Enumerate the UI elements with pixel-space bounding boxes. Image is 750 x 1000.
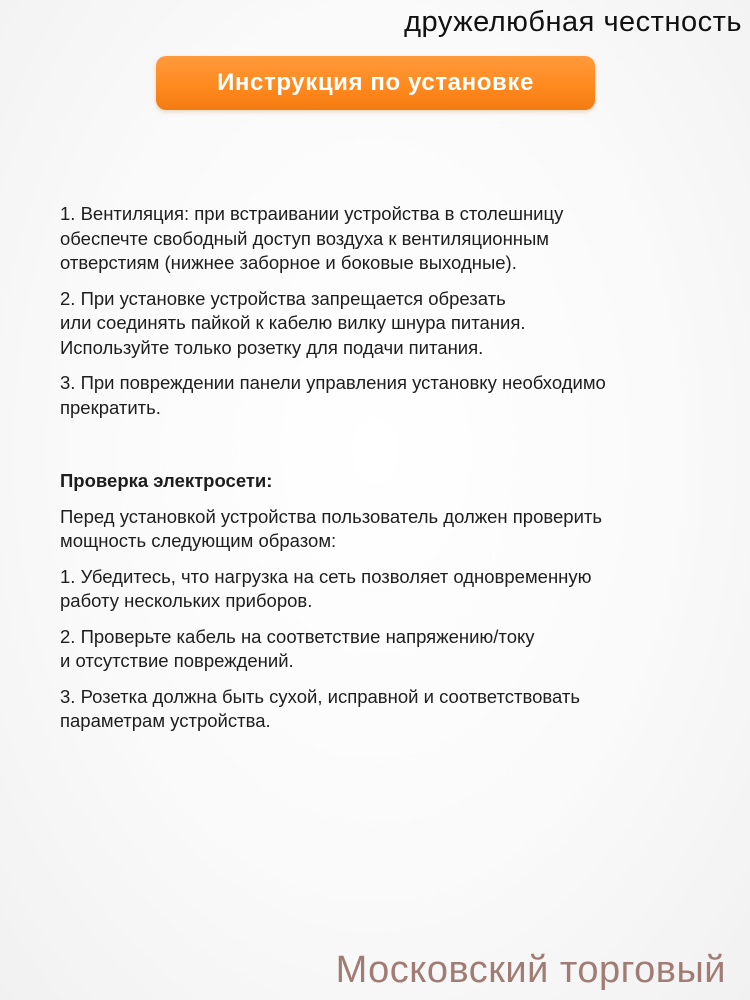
text-line: и отсутствие повреждений.: [60, 650, 294, 671]
text-line: 2. Проверьте кабель на соответствие напряжению/току: [60, 625, 535, 647]
installation-item-power-cord: [60, 287, 720, 361]
installation-item-ventilation: [60, 202, 720, 276]
text-line: 3. При повреждении панели управления установку необходимо: [60, 372, 606, 393]
text-line: прекратить.: [60, 396, 161, 418]
text-line: 1. Убедитесь, что нагрузка на сеть позволяет одновременную: [60, 565, 592, 587]
text-line: Перед установкой устройства пользователь должен проверить: [60, 505, 603, 527]
text-line: 1. Вентиляция: при встраивании устройства в столешницу: [60, 203, 564, 224]
network-check-item-load: [60, 565, 720, 614]
text-line: 3. Розетка должна быть сухой, исправной и соответствовать: [60, 685, 580, 707]
network-check-item-cable: [60, 625, 720, 674]
text-line: параметрам устройства.: [60, 710, 271, 731]
text-line: Используйте только розетку для подачи питания.: [60, 336, 484, 358]
network-check-heading: Проверка электросети:: [60, 470, 273, 491]
instruction-content: [60, 202, 720, 745]
text-line: обеспечте свободный доступ воздуха к вентиляционным: [60, 227, 550, 249]
banner-title: Инструкция по установке: [217, 69, 534, 96]
brand-tagline: дружелюбная честность: [404, 6, 742, 38]
section-banner: [156, 56, 595, 110]
installation-item-control-panel: [60, 371, 720, 420]
text-line: мощность следующим образом:: [60, 530, 337, 551]
text-line: 2. При установке устройства запрещается обрезать: [60, 287, 506, 309]
network-check-intro: [60, 505, 720, 554]
text-line: работу нескольких приборов.: [60, 590, 313, 611]
text-line: отверстиям (нижнее заборное и боковые выходные).: [60, 252, 517, 273]
footer-brand-name: Московский торговый: [335, 949, 726, 991]
network-check-item-socket: [60, 685, 720, 734]
text-line: или соединять пайкой к кабелю вилку шнура питания.: [60, 312, 526, 333]
